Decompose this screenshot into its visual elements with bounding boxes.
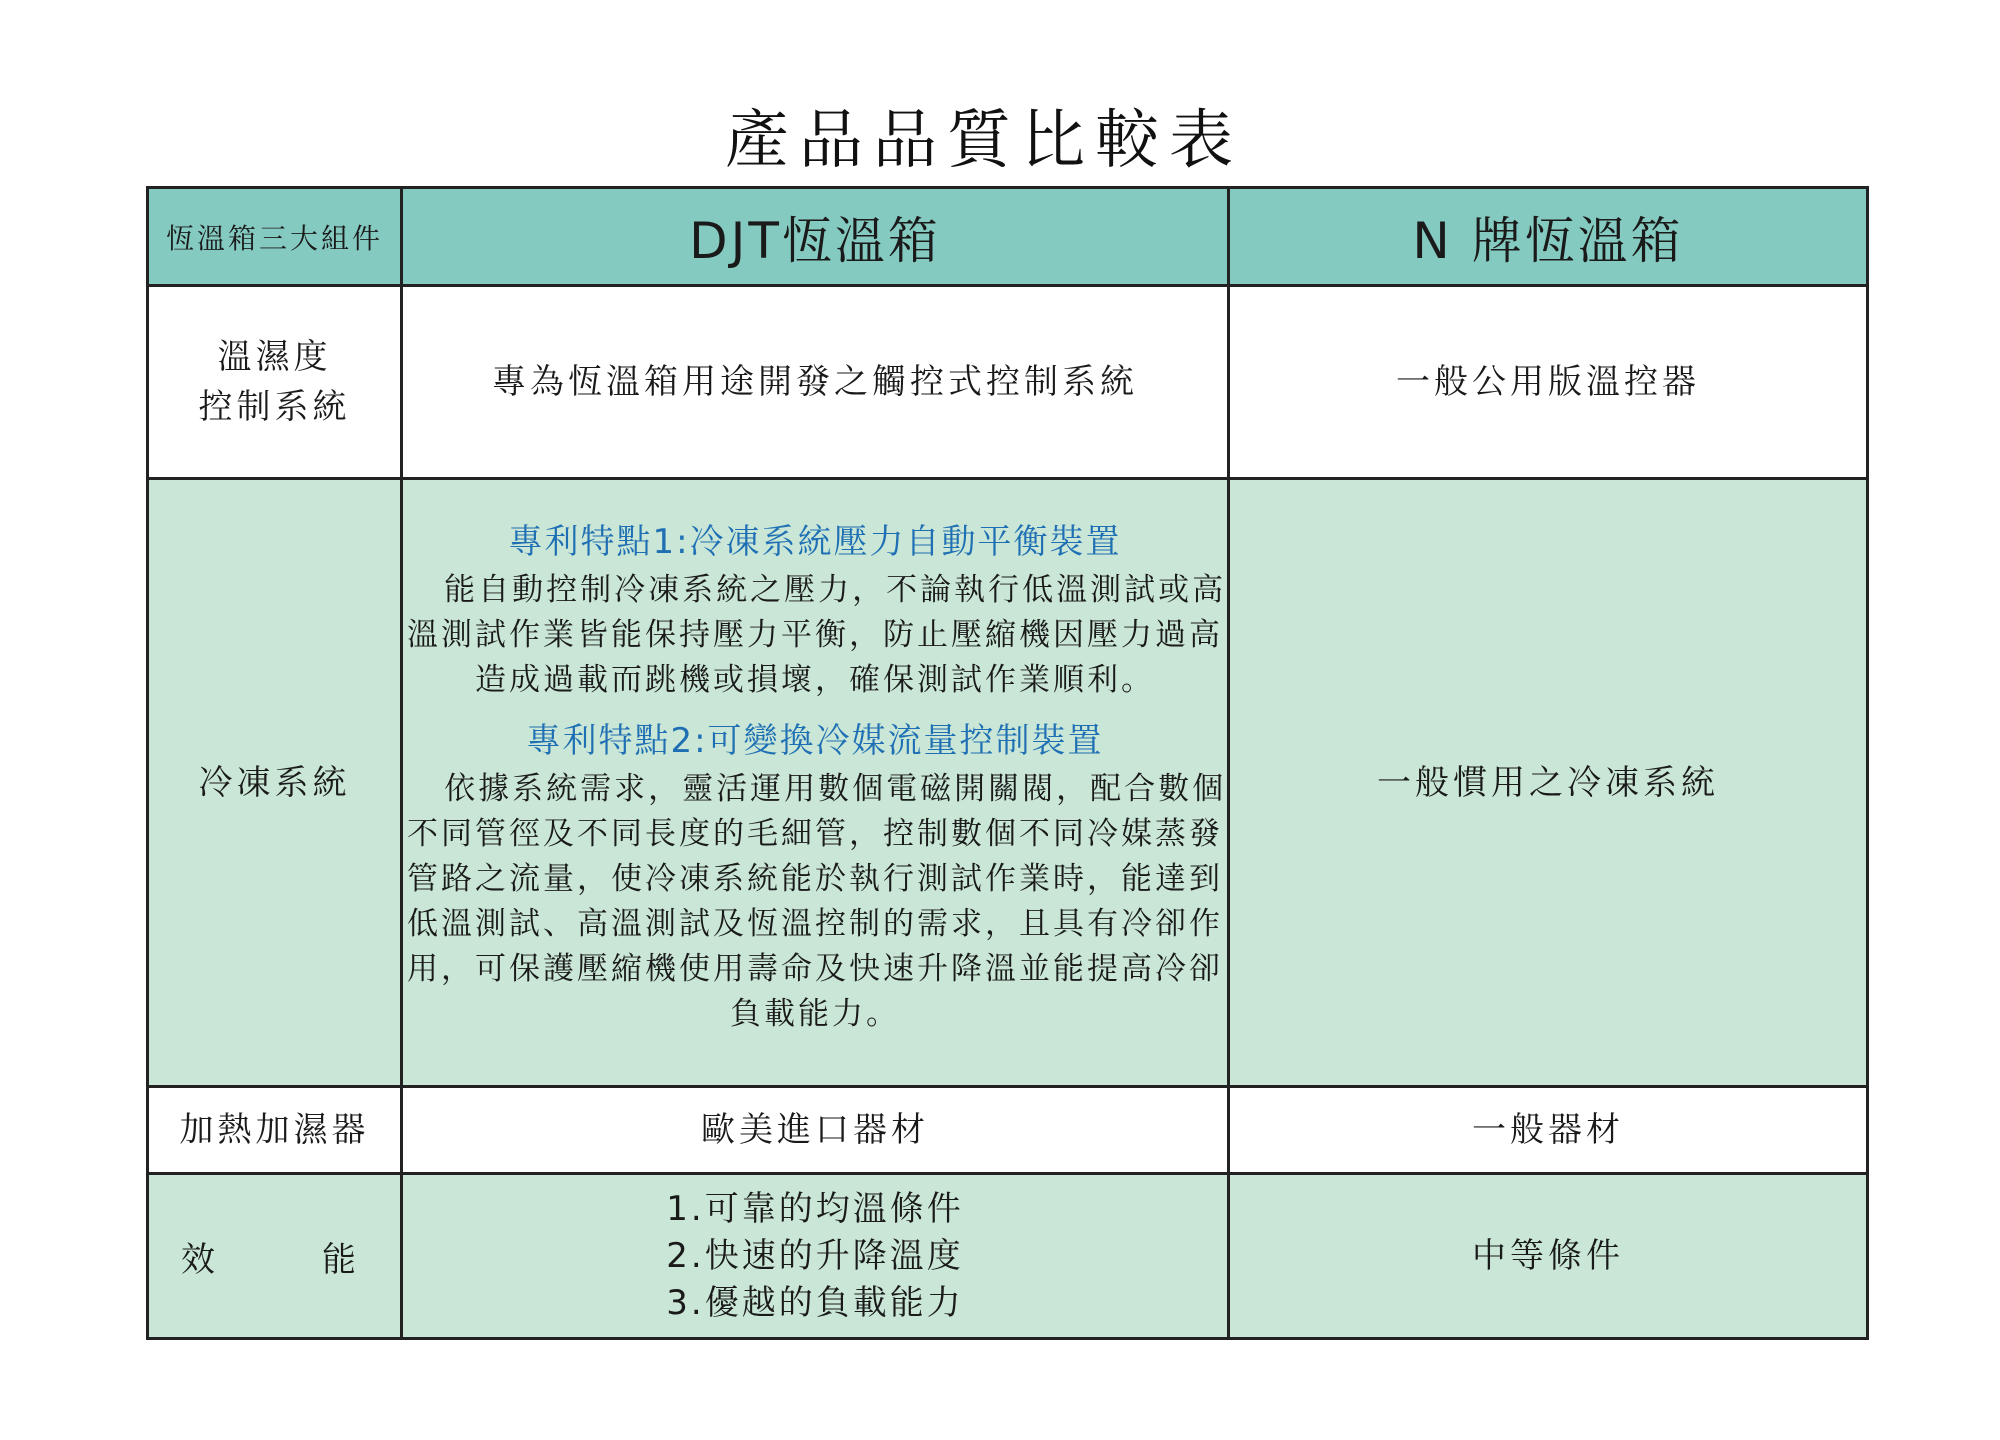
table-row-heating	[148, 1087, 1868, 1174]
cell-heating-n	[1229, 1087, 1868, 1174]
cell-performance-djt	[402, 1174, 1229, 1339]
feature1-body: 能自動控制冷凍系統之壓力，不論執行低溫測試或高溫測試作業皆能保持壓力平衡，防止壓縮機因壓力過高造成過載而跳機或損壞，確保測試作業順利。	[407, 572, 1227, 698]
cell-control-n	[1229, 286, 1868, 479]
list-item: 3.優越的負載能力	[666, 1282, 964, 1323]
cell-refrigeration-djt	[402, 479, 1229, 1087]
row-label-heating	[148, 1087, 402, 1174]
feature2-body: 依據系統需求，靈活運用數個電磁開關閥，配合數個不同管徑及不同長度的毛細管，控制數個不同冷媒蒸發管路之流量，使冷凍系統能於執行測試作業時，能達到低溫測試、高溫測試及恆溫控制的需求，且具有冷卻作用，可保護壓縮機使用壽命及快速升降溫並能提高冷卻負載能力。	[407, 771, 1227, 1032]
header-component-text: 恆溫箱三大組件	[165, 221, 383, 255]
header-djt	[402, 188, 1229, 286]
header-n-brand	[1229, 188, 1868, 286]
table-row-control	[148, 286, 1868, 479]
comparison-table	[146, 186, 1869, 1340]
header-n-brand-text: N 牌恆溫箱	[1412, 211, 1684, 270]
list-item: 1.可靠的均溫條件	[666, 1188, 964, 1229]
header-djt-text: DJT恆溫箱	[689, 211, 941, 270]
row-label-refrigeration-text: 冷凍系統	[198, 762, 351, 803]
row-label-control-line1: 溫濕度	[217, 337, 332, 377]
row-label-performance-text	[149, 1232, 400, 1281]
row-label-performance	[148, 1174, 402, 1339]
row-label-control	[148, 286, 402, 479]
cell-performance-n	[1229, 1174, 1868, 1339]
row-label-refrigeration	[148, 479, 402, 1087]
cell-control-djt	[402, 286, 1229, 479]
header-component-label	[148, 188, 402, 286]
row-label-control-line2: 控制系統	[198, 387, 351, 427]
table-header-row	[148, 188, 1868, 286]
page-title: 產品品質比較表	[725, 104, 1243, 178]
cell-performance-n-text: 中等條件	[1472, 1236, 1624, 1276]
cell-control-n-text: 一般公用版溫控器	[1396, 362, 1700, 402]
table-row-performance	[148, 1174, 1868, 1339]
cell-control-djt-text: 專為恆溫箱用途開發之觸控式控制系統	[492, 362, 1138, 402]
performance-list	[666, 1186, 963, 1327]
row-label-heating-text: 加熱加濕器	[179, 1110, 370, 1150]
cell-heating-djt	[402, 1087, 1229, 1174]
row-label-performance-left: 效	[181, 1239, 215, 1280]
feature2-title: 專利特點2:可變換冷媒流量控制裝置	[526, 721, 1104, 761]
row-label-performance-right: 能	[322, 1239, 356, 1280]
list-item: 2.快速的升降溫度	[666, 1235, 964, 1276]
cell-heating-n-text: 一般器材	[1472, 1110, 1624, 1150]
cell-refrigeration-n	[1229, 479, 1868, 1087]
cell-refrigeration-n-text: 一般慣用之冷凍系統	[1377, 762, 1719, 803]
feature1-title: 專利特點1:冷凍系統壓力自動平衡裝置	[508, 522, 1122, 562]
table-row-refrigeration	[148, 479, 1868, 1087]
cell-heating-djt-text: 歐美進口器材	[701, 1110, 929, 1150]
